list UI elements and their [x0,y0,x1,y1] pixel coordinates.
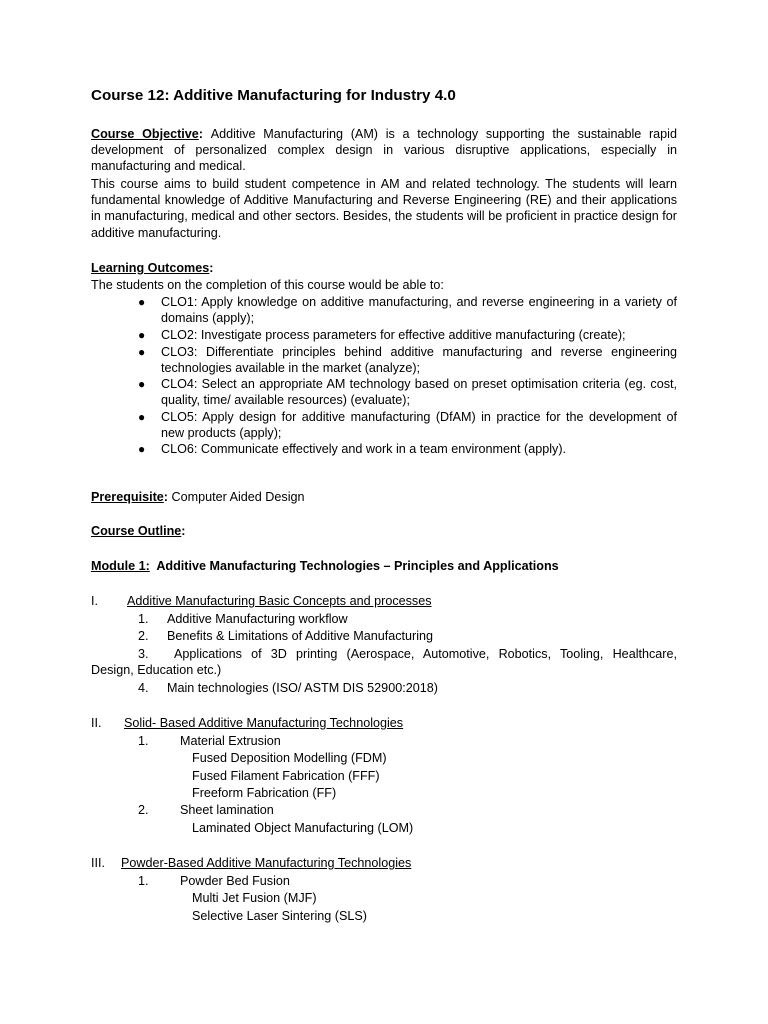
course-objective-text: Additive Manufacturing (AM) is a technology supporting the sustainable rapid development of personalized complex design in various disruptive applications, especially in manufacturing and medical. [91,127,677,174]
section-1-item-4: Main technologies (ISO/ ASTM DIS 52900:2018) [167,681,438,695]
section-1-number: I. [91,594,98,608]
section-1-item-3: Applications of 3D printing (Aerospace, Automotive, Robotics, Tooling, Healthcare, Design, Education etc.) [91,647,677,678]
clo-item-3: CLO3: Differentiate principles behind additive manufacturing and reverse engineering technologies available in the market (analyze); [161,345,677,376]
section-1-item-2: Benefits & Limitations of Additive Manufacturing [167,629,434,643]
module-1-label: Module 1: [91,559,150,573]
course-objective-paragraph: Course Objective: Additive Manufacturing (AM) is a technology supporting the sustainable rapid development of personalized complex design in various disruptive applications, especially in manufacturing and medical. [91,127,677,174]
section-2-item-1-num: 1. [138,734,149,748]
section-3-item-1-num: 1. [138,874,149,888]
clo-item-2: CLO2: Investigate process parameters for effective additive manufacturing (create); [161,328,626,342]
section-3-subitem: Selective Laser Sintering (SLS) [192,909,367,923]
section-3-item-1: Powder Bed Fusion [180,874,290,888]
section-3-subitem: Multi Jet Fusion (MJF) [192,891,317,905]
module-1-title: Additive Manufacturing Technologies – Principles and Applications [156,559,559,573]
section-1-item-2-num: 2. [138,629,149,643]
bullet-icon: ● [138,442,146,456]
learning-outcomes-intro: The students on the completion of this course would be able to: [91,278,444,292]
bullet-icon: ● [138,377,146,391]
section-2-subitem: Fused Deposition Modelling (FDM) [192,751,387,765]
bullet-icon: ● [138,295,146,309]
clo-item-5: CLO5: Apply design for additive manufacturing (DfAM) in practice for the development of new products (apply); [161,410,677,441]
course-objective-label: Course Objective [91,127,199,141]
section-2-subitem: Freeform Fabrication (FF) [192,786,337,800]
section-2-title: Solid- Based Additive Manufacturing Technologies [124,716,404,730]
section-3-number: III. [91,856,105,870]
learning-outcomes-heading: Learning Outcomes: [91,261,214,275]
section-2-subitem: Laminated Object Manufacturing (LOM) [192,821,414,835]
prerequisite-line: Prerequisite: Computer Aided Design [91,490,305,504]
section-2-item-1: Material Extrusion [180,734,281,748]
section-1-title: Additive Manufacturing Basic Concepts and processes [127,594,432,608]
section-1-item-1: Additive Manufacturing workflow [167,612,348,626]
prerequisite-value: Computer Aided Design [171,490,305,504]
clo-item-4: CLO4: Select an appropriate AM technology based on preset optimisation criteria (eg. cost, quality, time/ available resources) (evaluate); [161,377,677,408]
module-1-heading [91,558,559,574]
section-2-number: II. [91,716,102,730]
section-1-item-4-num: 4. [138,681,149,695]
prerequisite-label: Prerequisite [91,490,164,504]
section-1-item-3-num: 3. [138,647,149,661]
bullet-icon: ● [138,328,146,342]
course-aim-paragraph: This course aims to build student competence in AM and related technology. The students will learn fundamental knowledge of Additive Manufacturing and Reverse Engineering (RE) and their applications in manufacturing, medical and other sectors. Besides, the students will be proficient in practice design for additive manufacturing. [91,177,677,240]
clo-item-1: CLO1: Apply knowledge on additive manufacturing, and reverse engineering in a variety of domains (apply); [161,295,677,326]
section-2-subitem: Fused Filament Fabrication (FFF) [192,769,380,783]
bullet-icon: ● [138,345,146,359]
bullet-icon: ● [138,410,146,424]
section-1-item-1-num: 1. [138,612,149,626]
clo-item-6: CLO6: Communicate effectively and work in a team environment (apply). [161,442,567,456]
section-3-title: Powder-Based Additive Manufacturing Technologies [121,856,412,870]
section-2-item-2: Sheet lamination [180,803,274,817]
section-2-item-2-num: 2. [138,803,149,817]
course-title: Course 12: Additive Manufacturing for Industry 4.0 [91,87,456,104]
course-outline-heading: Course Outline: [91,524,186,538]
